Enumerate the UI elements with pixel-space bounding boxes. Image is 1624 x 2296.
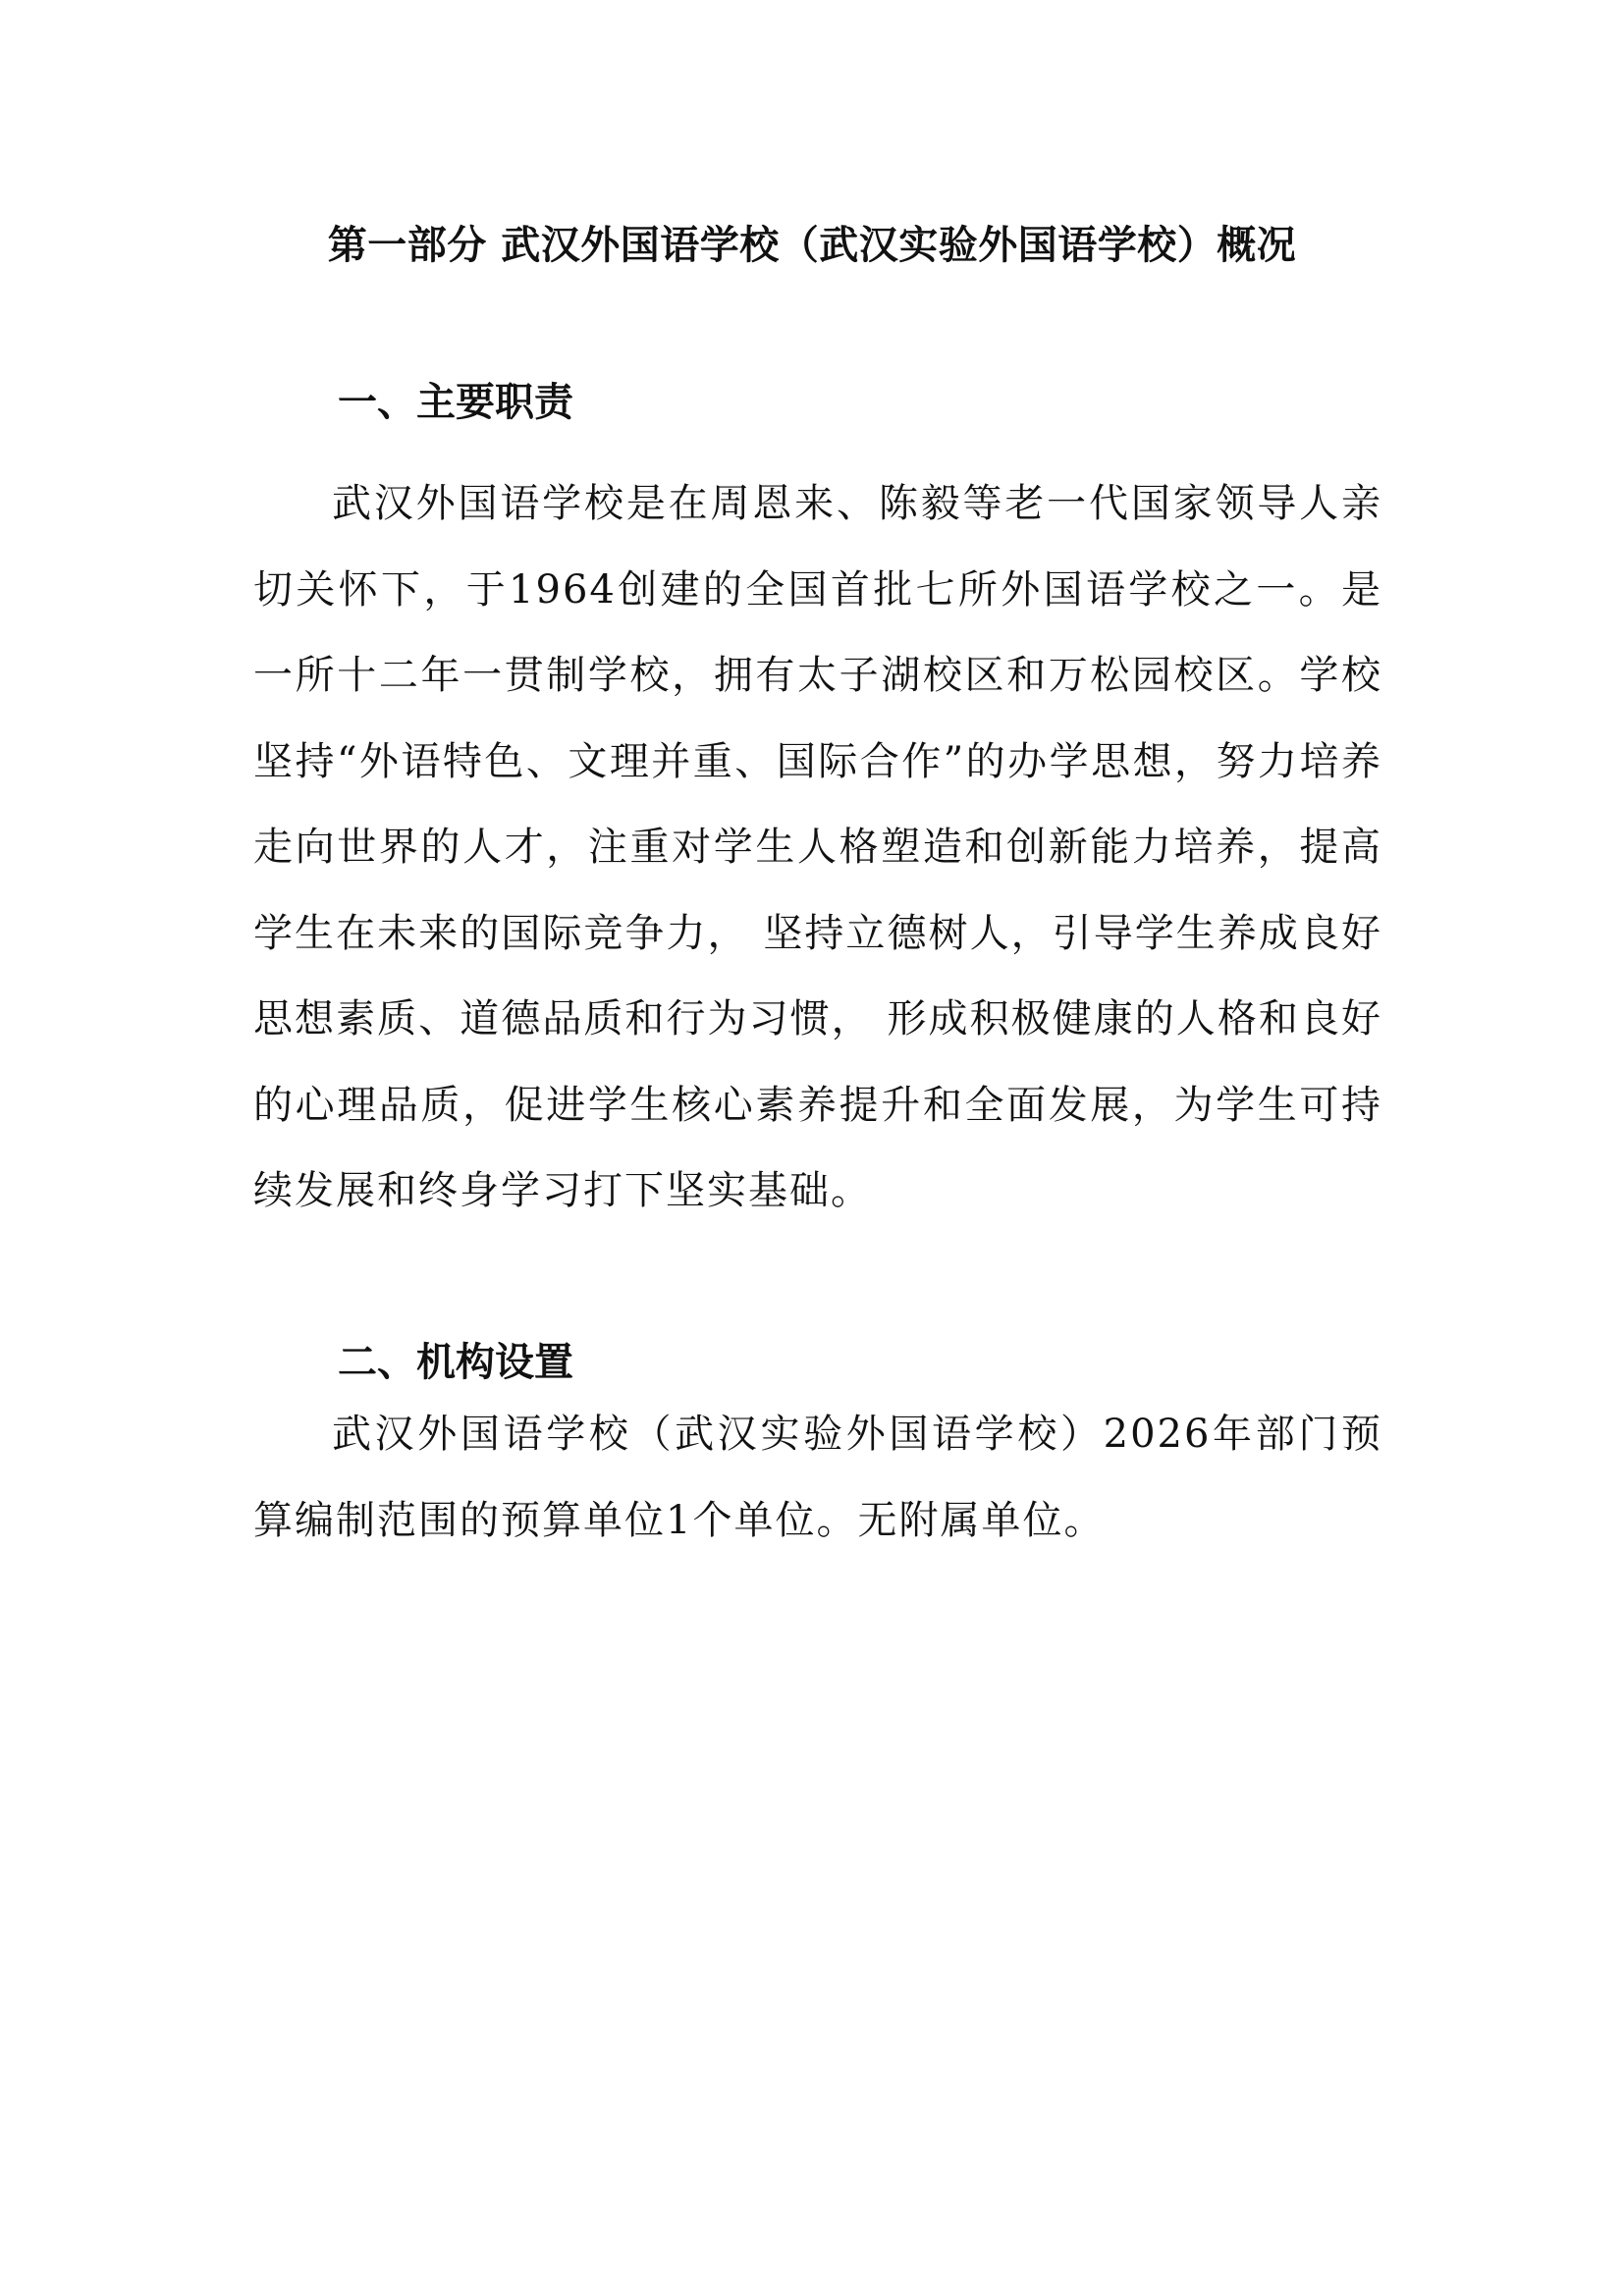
section-heading-main-duties: 一、主要职责: [338, 380, 573, 425]
page-title: 第一部分 武汉外国语学校（武汉实验外国语学校）概况: [327, 223, 1297, 268]
section-heading-organization: 二、机构设置: [338, 1340, 573, 1385]
paragraph-main-duties: 武汉外国语学校是在周恩来、陈毅等老一代国家领导人亲切关怀下，于1964创建的全国首批七所外国语学校之一。是一所十二年一贯制学校，拥有太子湖校区和万松园校区。学校坚持“外语特色、文理并重、国际合作”的办学思想，努力培养走向世界的人才，注重对学生人格塑造和创新能力培养，提高学生在未来的国际竞争力， 坚持立德树人，引导学生养成良好思想素质、道德品质和行为习惯， 形成积极健康的人格和良好的心理品质，促进学生核心素养提升和全面发展，为学生可持续发展和终身学习打下坚实基础。: [253, 481, 1382, 1213]
paragraph-organization: 武汉外国语学校（武汉实验外国语学校）2026年部门预算编制范围的预算单位1个单位。无附属单位。: [253, 1412, 1382, 1543]
